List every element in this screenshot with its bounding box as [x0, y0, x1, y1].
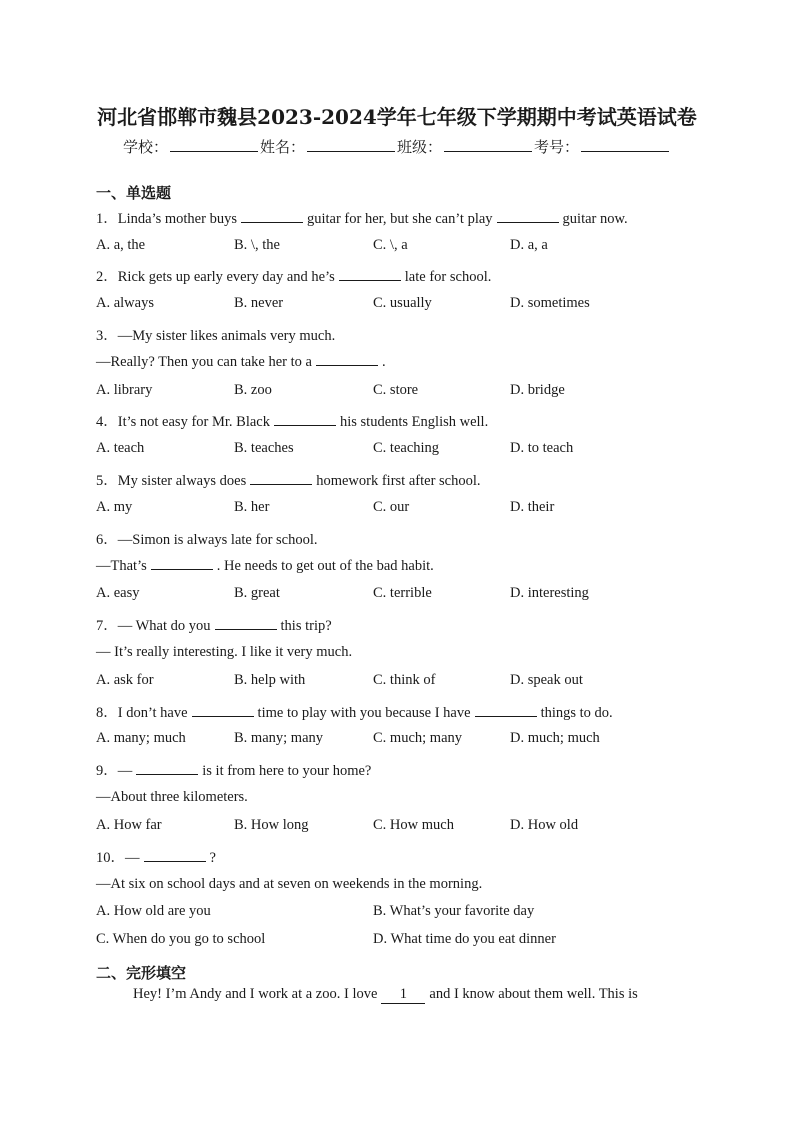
question-6-line-2 [96, 558, 434, 575]
number-field[interactable] [581, 139, 669, 152]
option-a[interactable]: A. How old are you [96, 903, 211, 919]
question-text: Linda’s mother buys [117, 211, 237, 227]
option-a[interactable]: A. always [96, 295, 154, 311]
question-10-line-2: —At six on school days and at seven on weekends in the morning. [96, 876, 483, 892]
question-text: —My sister likes animals very much. [117, 328, 336, 344]
answer-blank [274, 414, 336, 426]
number-label: 考号： [534, 138, 580, 156]
question-text: Rick gets up early every day and he’s [117, 269, 335, 285]
option-d[interactable]: D. bridge [510, 382, 565, 398]
option-b[interactable]: B. teaches [234, 440, 294, 456]
option-a[interactable]: A. ask for [96, 672, 154, 688]
question-number: 4． [96, 414, 118, 430]
option-b[interactable]: B. help with [234, 672, 306, 688]
option-c[interactable]: C. terrible [373, 585, 432, 601]
name-field[interactable] [307, 139, 395, 152]
answer-blank [241, 211, 303, 223]
school-field[interactable] [170, 139, 258, 152]
answer-blank [136, 763, 198, 775]
passage-text: Hey! I’m Andy and I work at a zoo. I love [133, 986, 378, 1002]
cloze-passage-line-1 [133, 986, 638, 1004]
question-2 [96, 265, 491, 286]
option-a[interactable]: A. a, the [96, 237, 146, 253]
section-heading-cloze: 二、完形填空 [96, 964, 187, 982]
question-text: —That’s [96, 558, 147, 574]
option-b[interactable]: B. \, the [234, 237, 280, 253]
question-text: . He needs to get out of the bad habit. [216, 558, 434, 574]
question-text: his students English well. [339, 414, 489, 430]
question-text: — [117, 763, 133, 779]
answer-blank [316, 354, 378, 366]
question-3-line-2 [96, 354, 386, 371]
option-c[interactable]: C. store [373, 382, 419, 398]
answer-blank [475, 705, 537, 717]
option-d[interactable]: D. sometimes [510, 295, 590, 311]
option-b[interactable]: B. zoo [234, 382, 272, 398]
option-a[interactable]: A. easy [96, 585, 140, 601]
question-number: 10． [96, 850, 125, 866]
question-7-line-2: — It’s really interesting. I like it very much. [96, 644, 353, 660]
question-text: things to do. [540, 705, 613, 721]
question-text: guitar now. [562, 211, 628, 227]
question-number: 5． [96, 473, 118, 489]
cloze-blank-1: 1 [381, 986, 425, 1004]
option-a[interactable]: A. library [96, 382, 153, 398]
student-info-line [0, 136, 794, 157]
option-c[interactable]: C. usually [373, 295, 432, 311]
option-d[interactable]: D. How old [510, 817, 579, 833]
passage-text: and I know about them well. This is [429, 986, 638, 1002]
answer-blank [144, 850, 206, 862]
question-text: . [381, 354, 386, 370]
question-9-line-2: —About three kilometers. [96, 789, 248, 805]
question-text: is it from here to your home? [202, 763, 372, 779]
option-d[interactable]: D. interesting [510, 585, 589, 601]
question-7 [96, 614, 332, 635]
question-text: — What do you [117, 618, 211, 634]
question-text: My sister always does [117, 473, 247, 489]
question-1 [96, 207, 628, 228]
option-b[interactable]: B. many; many [234, 730, 324, 746]
option-a[interactable]: A. many; much [96, 730, 186, 746]
option-c[interactable]: C. When do you go to school [96, 931, 266, 947]
question-text: — [125, 850, 140, 866]
option-b[interactable]: B. her [234, 499, 270, 515]
question-number: 9． [96, 763, 118, 779]
option-b[interactable]: B. How long [234, 817, 309, 833]
question-text: guitar for her, but she can’t play [306, 211, 493, 227]
question-number: 6． [96, 532, 118, 548]
option-d[interactable]: D. speak out [510, 672, 583, 688]
section-heading-single-choice: 一、单选题 [96, 184, 172, 202]
question-number: 8． [96, 705, 118, 721]
option-c[interactable]: C. \, a [373, 237, 408, 253]
option-c[interactable]: C. think of [373, 672, 436, 688]
answer-blank [151, 558, 213, 570]
question-text: homework first after school. [316, 473, 481, 489]
question-text: late for school. [404, 269, 492, 285]
class-label: 班级： [397, 138, 443, 156]
question-text: I don’t have [117, 705, 188, 721]
option-c[interactable]: C. much; many [373, 730, 463, 746]
option-d[interactable]: D. their [510, 499, 555, 515]
option-b[interactable]: B. never [234, 295, 284, 311]
question-number: 3． [96, 328, 118, 344]
question-number: 7． [96, 618, 118, 634]
option-d[interactable]: D. to teach [510, 440, 574, 456]
question-text: this trip? [280, 618, 332, 634]
question-6 [96, 528, 318, 549]
question-text: ? [209, 850, 216, 866]
question-10 [96, 846, 216, 867]
option-d[interactable]: D. What time do you eat dinner [373, 931, 556, 947]
option-a[interactable]: A. How far [96, 817, 162, 833]
school-label: 学校： [122, 138, 168, 156]
class-field[interactable] [444, 139, 532, 152]
option-b[interactable]: B. great [234, 585, 280, 601]
option-b[interactable]: B. What’s your favorite day [373, 903, 535, 919]
option-a[interactable]: A. teach [96, 440, 145, 456]
question-3 [96, 324, 335, 345]
exam-title: 河北省邯郸市魏县2023-2024学年七年级下学期期中考试英语试卷 [97, 105, 697, 129]
answer-blank [192, 705, 254, 717]
option-d[interactable]: D. a, a [510, 237, 548, 253]
option-c[interactable]: C. How much [373, 817, 454, 833]
question-text: —Simon is always late for school. [117, 532, 318, 548]
answer-blank [339, 269, 401, 281]
question-5 [96, 469, 481, 490]
question-text: time to play with you because I have [257, 705, 471, 721]
question-number: 2． [96, 269, 118, 285]
answer-blank [250, 473, 312, 485]
question-text: It’s not easy for Mr. Black [117, 414, 270, 430]
question-number: 1． [96, 211, 118, 227]
answer-blank [215, 618, 277, 630]
name-label: 姓名： [259, 138, 305, 156]
option-d[interactable]: D. much; much [510, 730, 600, 746]
question-4 [96, 410, 488, 431]
answer-blank [497, 211, 559, 223]
question-text: —Really? Then you can take her to a [96, 354, 312, 370]
option-c[interactable]: C. our [373, 499, 410, 515]
question-9 [96, 759, 371, 780]
question-8 [96, 701, 613, 722]
option-c[interactable]: C. teaching [373, 440, 440, 456]
option-a[interactable]: A. my [96, 499, 133, 515]
